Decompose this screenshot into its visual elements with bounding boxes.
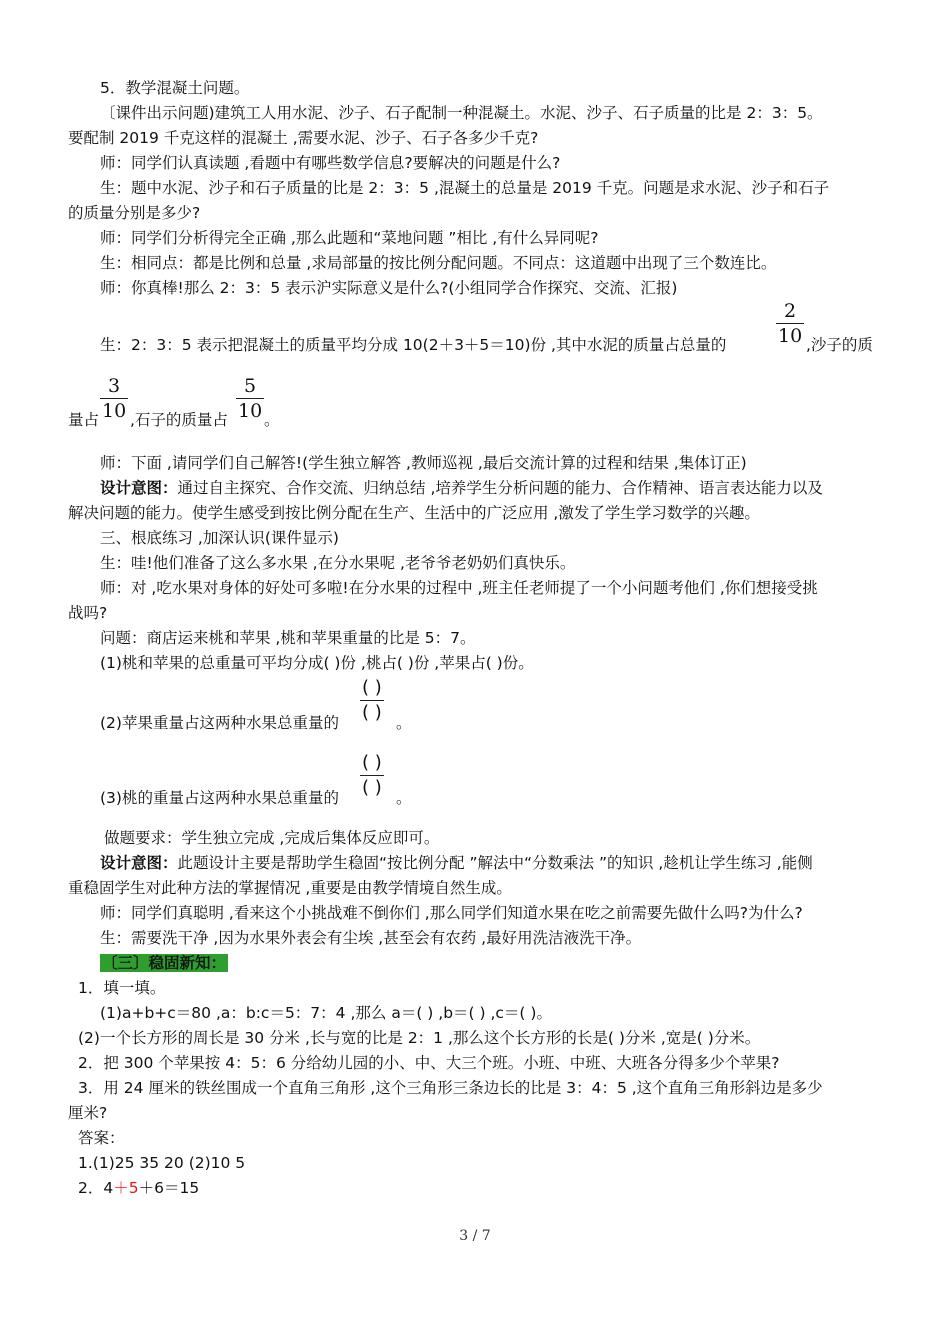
exercise-1-1: (1)a+b+c＝80 ,a：b:c＝5：7：4 ,那么 a＝( ) ,b＝( ) ,c＝( )。 [100, 1004, 552, 1022]
text-line: 量占 [68, 411, 100, 429]
exercise-2: 2．把 300 个苹果按 4：5：6 分给幼儿园的小、中、大三个班。小班、中班、大班各分得多少个苹果? [78, 1054, 780, 1072]
text-line: 的质量分别是多少? [68, 204, 201, 222]
design-intent-line [100, 853, 813, 873]
text-line: 。 [264, 411, 280, 429]
text-line: 解决问题的能力。使学生感受到按比例分配在生产、生活中的广泛应用 ,激发了学生学习数学的兴趣。 [68, 504, 760, 522]
exercise-1-2: (2)一个长方形的周长是 30 分米 ,长与宽的比是 2：1 ,那么这个长方形的长是( )分米 ,宽是( )分米。 [78, 1029, 761, 1047]
section-heading-highlighted [100, 953, 228, 973]
text-line: 师：对 ,吃水果对身体的好处可多啦!在分水果的过程中 ,班主任老师提了一个小问题考他们 ,你们想接受挑 [100, 579, 818, 597]
text-line: 生：相同点：都是比例和总量 ,求局部量的按比例分配问题。不同点：这道题中出现了三个数连比。 [100, 254, 777, 272]
fraction-numerator: 3 [108, 375, 121, 397]
design-intent-line [100, 478, 823, 498]
answer-1: 1.(1)25 35 20 (2)10 5 [78, 1154, 246, 1172]
answer-2-red-part: ＋5 [113, 1179, 139, 1197]
section-title-concrete: 5．教学混凝土问题。 [100, 79, 250, 97]
fraction-numerator: ( ) [362, 677, 382, 698]
design-intent-text: 通过自主探究、合作交流、归纳总结 ,培养学生分析问题的能力、合作精神、语言表达能力以及 [177, 479, 823, 497]
question-2: (2)苹果重量占这两种水果总重量的 [100, 714, 339, 732]
question-3: (3)桃的重量占这两种水果总重量的 [100, 789, 339, 807]
fraction-peach-blank [360, 751, 384, 800]
fraction-numerator: 5 [244, 375, 257, 397]
fraction-denominator: ( ) [362, 777, 382, 798]
text-line: ,沙子的质 [806, 336, 873, 354]
fraction-denominator: 10 [102, 400, 127, 422]
text-line: 师：同学们真聪明 ,看来这个小挑战难不倒你们 ,那么同学们知道水果在吃之前需要先做什么吗?为什么? [100, 904, 803, 922]
fraction-sand [100, 374, 128, 423]
text-line: 生：哇!他们准备了这么多水果 ,在分水果呢 ,老爷爷老奶奶们真快乐。 [100, 554, 576, 572]
exercise-3: 3．用 24 厘米的铁丝围成一个直角三角形 ,这个三角形三条边长的比是 3：4：5 ,这个直角三角形斜边是多少 [78, 1079, 823, 1097]
highlight-label: 〔三〕稳固新知： [102, 954, 227, 972]
fraction-water [776, 299, 804, 348]
question-1: (1)桃和苹果的总重量可平均分成( )份 ,桃占( )份 ,苹果占( )份。 [100, 654, 534, 672]
text-line: 生：2：3：5 表示把混凝土的质量平均分成 10(2＋3＋5＝10)份 ,其中水泥的质量占总量的 [100, 336, 727, 354]
text-line: 重稳固学生对此种方法的掌握情况 ,重要是由教学情境自然生成。 [68, 879, 512, 897]
answer-heading: 答案： [78, 1129, 125, 1147]
text-line: 师：同学们认真读题 ,看题中有哪些数学信息?要解决的问题是什么? [100, 154, 561, 172]
text-line: 做题要求：学生独立完成 ,完成后集体反应即可。 [104, 829, 440, 847]
fraction-denominator: ( ) [362, 702, 382, 723]
text-line: ,石子的质量占 [130, 411, 228, 429]
text-line: 要配制 2019 千克这样的混凝土 ,需要水泥、沙子、石子各多少千克? [68, 129, 539, 147]
text-line: 。 [396, 714, 412, 732]
text-line: 厘米? [68, 1104, 108, 1122]
design-intent-label: 设计意图： [100, 479, 178, 497]
text-line: 师：下面 ,请同学们自己解答!(学生独立解答 ,教师巡视 ,最后交流计算的过程和结果 ,集体订正) [100, 454, 747, 472]
answer-2-part: ＋6＝15 [138, 1179, 200, 1197]
page-number: 3 / 7 [459, 1228, 491, 1244]
section-heading: 三、根底练习 ,加深认识(课件显示) [100, 529, 339, 547]
exercise-1: 1．填一填。 [78, 979, 166, 997]
text-line: 生：需要洗干净 ,因为水果外表会有尘埃 ,甚至会有农药 ,最好用洗洁液洗干净。 [100, 929, 642, 947]
fraction-numerator: ( ) [362, 752, 382, 773]
text-line: 问题：商店运来桃和苹果 ,桃和苹果重量的比是 5：7。 [100, 629, 476, 647]
text-line: 战吗? [68, 604, 108, 622]
text-line: 。 [396, 789, 412, 807]
answer-2-part: 2．4 [78, 1179, 114, 1197]
design-intent-text: 此题设计主要是帮助学生稳固“按比例分配 ”解法中“分数乘法 ”的知识 ,趁机让学生练习 ,能侧 [177, 854, 813, 872]
text-line: 师：你真棒!那么 2：3：5 表示沪实际意义是什么?(小组同学合作探究、交流、汇报) [100, 279, 678, 297]
fraction-stone [236, 374, 264, 423]
fraction-apple-blank [360, 676, 384, 725]
answer-2 [78, 1178, 199, 1198]
fraction-numerator: 2 [784, 300, 797, 322]
text-line: 生：题中水泥、沙子和石子质量的比是 2：3：5 ,混凝土的总量是 2019 千克。问题是求水泥、沙子和石子 [100, 179, 830, 197]
text-line: 师：同学们分析得完全正确 ,那么此题和“菜地问题 ”相比 ,有什么异同呢? [100, 229, 599, 247]
fraction-denominator: 10 [238, 400, 263, 422]
text-line: 〔课件出示问题)建筑工人用水泥、沙子、石子配制一种混凝土。水泥、沙子、石子质量的比是 2：3：5。 [100, 104, 823, 122]
design-intent-label: 设计意图： [100, 854, 178, 872]
fraction-denominator: 10 [778, 325, 803, 347]
